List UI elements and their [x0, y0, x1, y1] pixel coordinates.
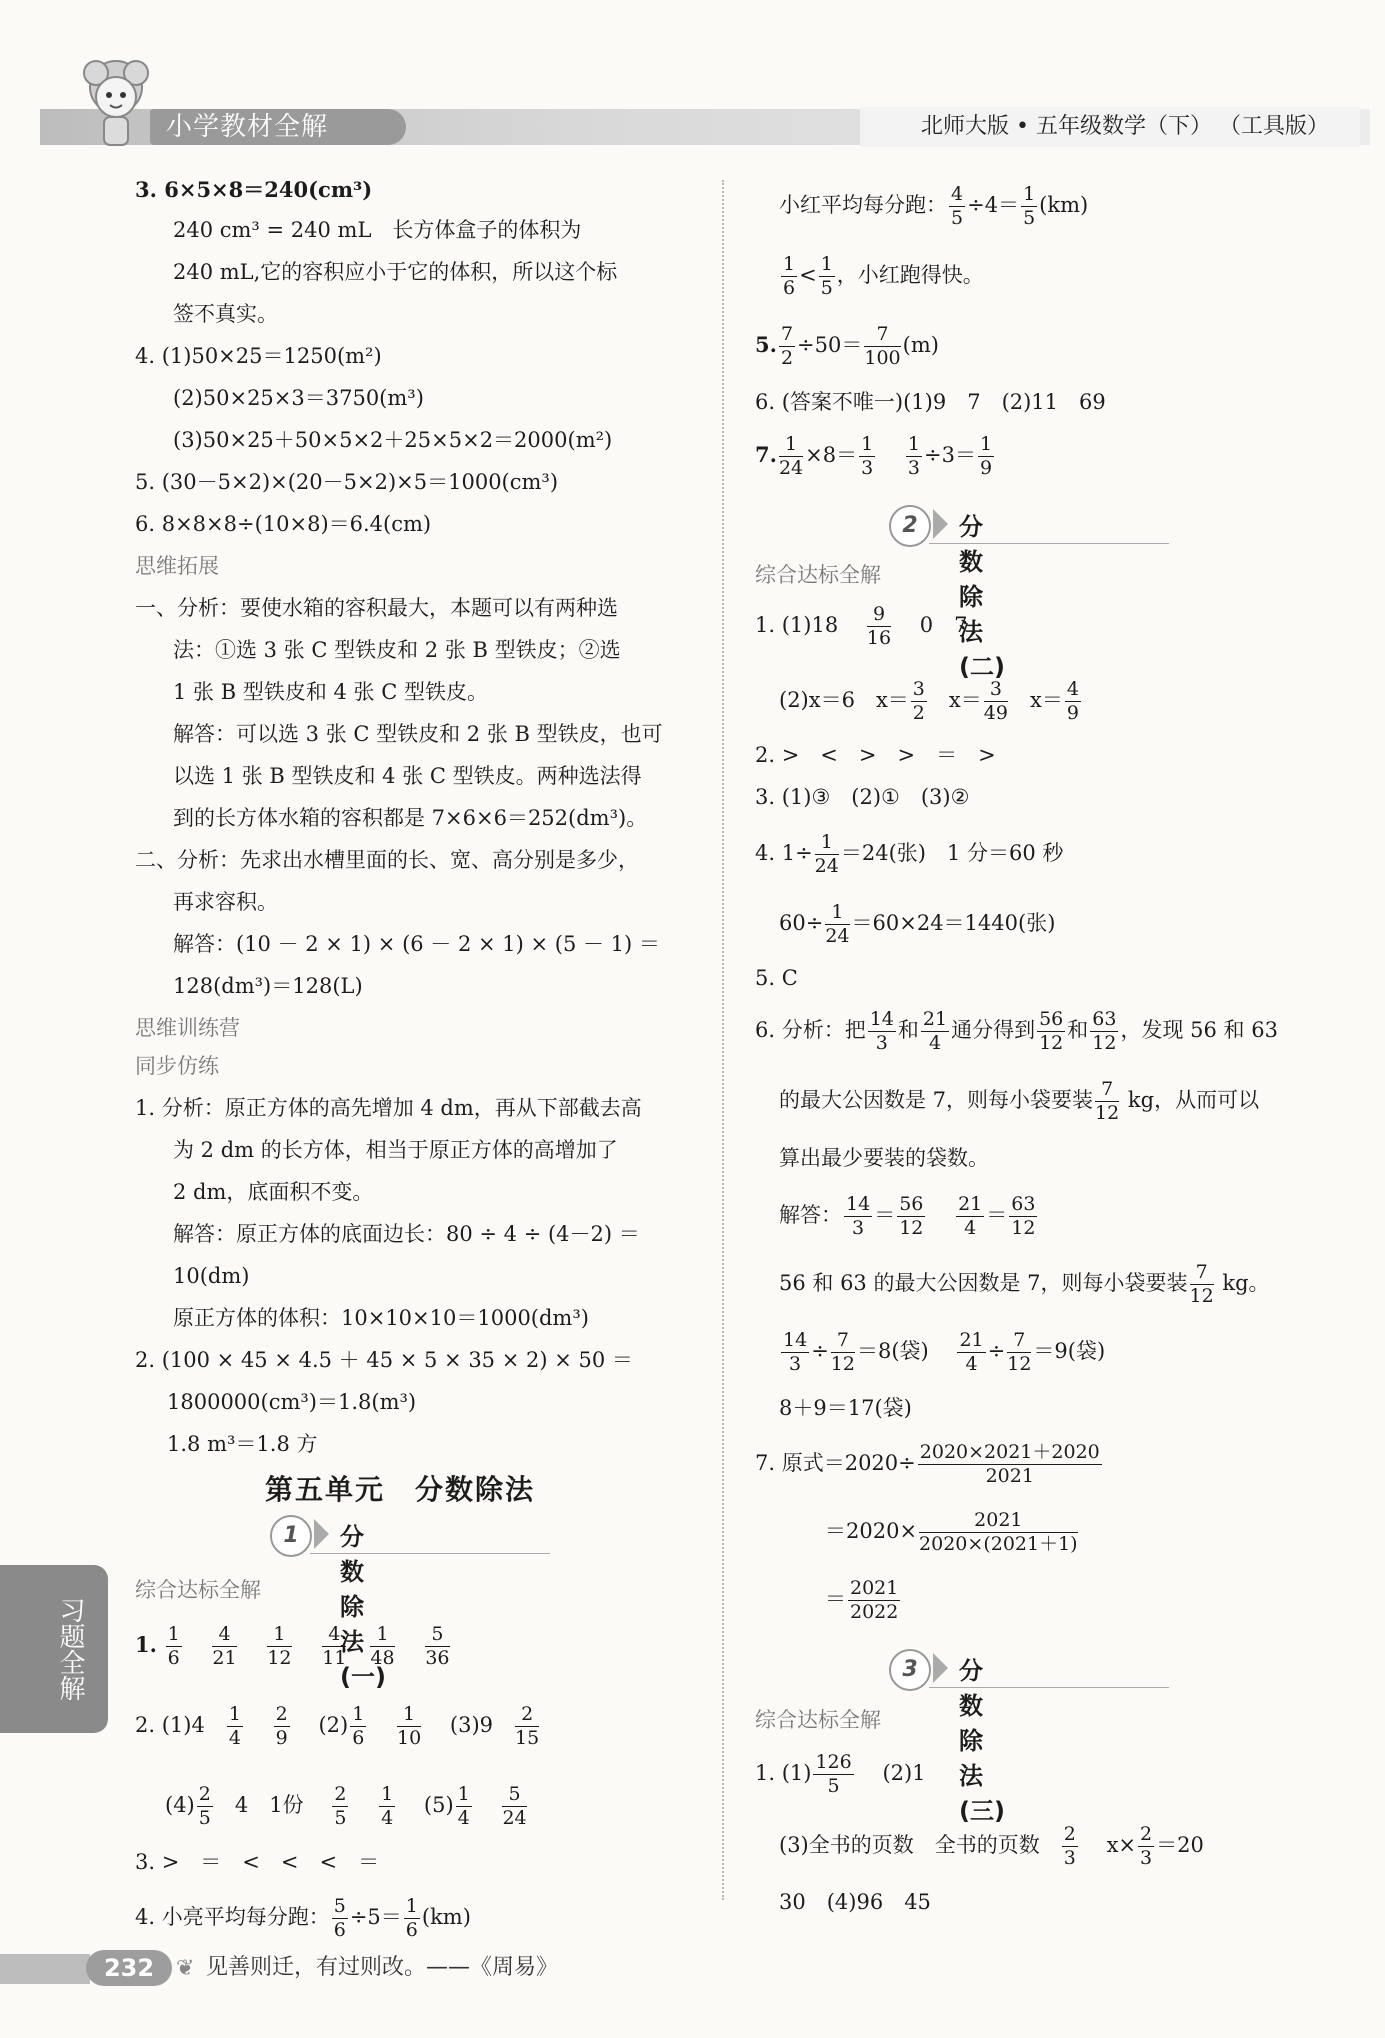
lesson-underline	[929, 543, 1169, 544]
answer-line: 1. $\frac{1}{6}$ $\frac{4}{21}$ $\frac{1}{12}$ $\frac{4}{11}$ $\frac{1}{48}$ $\frac{5}{36}$	[135, 1623, 450, 1669]
section-heading: 同步仿练	[135, 1054, 219, 1078]
answer-line: 7. 原式＝2020÷ $\frac{2020\times 2021+2020}{2021}$	[755, 1441, 1100, 1487]
answer-line: 2 dm，底面积不变。	[173, 1180, 374, 1204]
answer-line: 以选 1 张 B 型铁皮和 4 张 C 型铁皮。两种选法得	[173, 764, 642, 788]
answer-line: 1800000(cm³)＝1.8(m³)	[167, 1390, 417, 1414]
answer-line: 1. (1)18 $\frac{9}{16}$ 0 7	[755, 603, 968, 649]
answer-line: 再求容积。	[173, 890, 278, 914]
answer-line: 4. 小亮平均每分跑： $\frac{5}{6}$ ÷5＝ $\frac{1}{6}$ (km)	[135, 1895, 471, 1941]
answer-line: 5. $\frac{7}{2}$ ÷50＝ $\frac{7}{100}$ (m)	[755, 323, 939, 369]
triangle-arrow-icon	[314, 1519, 329, 1549]
triangle-arrow-icon	[933, 1653, 948, 1683]
answer-line: 小红平均每分跑： $\frac{4}{5}$ ÷4＝ $\frac{1}{5}$ (km)	[779, 183, 1089, 229]
answer-line: 解答：可以选 3 张 C 型铁皮和 2 张 B 型铁皮，也可	[173, 722, 663, 746]
lesson-title: 分数除法(一)	[340, 1523, 386, 1691]
side-tab	[0, 1565, 108, 1733]
side-tab-label: 习题全解	[55, 1597, 85, 1701]
answer-line: 8＋9＝17(袋)	[779, 1396, 912, 1420]
answer-line: 3. (1)③ (2)① (3)②	[755, 785, 970, 809]
answer-line: $\frac{14}{3}$ ÷ $\frac{7}{12}$ ＝8(袋) $\frac{21}{4}$ ÷ $\frac{7}{12}$ ＝9(袋)	[783, 1329, 1106, 1375]
footer-quote: 见善则迁，有过则改。——《周易》	[206, 1955, 559, 1980]
lesson-number: 3	[889, 1649, 931, 1691]
answer-line: 一、分析：要使水箱的容积最大，本题可以有两种选	[135, 596, 618, 620]
unit-title: 第五单元 分数除法	[265, 1473, 536, 1506]
lesson-title: 分数除法(二)	[959, 513, 1005, 681]
answer-line: 2. (100 × 45 × 4.5 ＋ 45 × 5 × 35 × 2) × 50 ＝	[135, 1348, 633, 1372]
page-number: 232	[86, 1950, 172, 1986]
answer-line: 128(dm³)＝128(L)	[173, 974, 363, 998]
section-heading: 综合达标全解	[755, 1708, 881, 1732]
answer-line: $\frac{1}{6}$ < $\frac{1}{5}$ ，小红跑得快。	[783, 253, 984, 299]
lesson-title: 分数除法(三)	[959, 1657, 1005, 1825]
lesson-number: 1	[270, 1515, 312, 1557]
answer-line: 1. (1) $\frac{126}{5}$ (2)1	[755, 1751, 926, 1797]
answer-line: 10(dm)	[173, 1264, 250, 1288]
answer-line: 240 mL,它的容积应小于它的体积，所以这个标	[173, 260, 618, 284]
answer-line: 3. > ＝ < < < ＝	[135, 1850, 380, 1874]
answer-line: 7. $\frac{1}{24}$ ×8＝ $\frac{1}{3}$ $\frac{1}{3}$ ÷3＝ $\frac{1}{9}$	[755, 433, 993, 479]
answer-line: (2)50×25×3＝3750(m³)	[173, 386, 424, 410]
answer-line: (4) $\frac{2}{5}$ 4 1份 $\frac{2}{5}$ $\frac{1}{4}$ (5) $\frac{1}{4}$ $\frac{5}{24}$	[165, 1783, 527, 1829]
answer-line: 6. 分析：把 $\frac{14}{3}$ 和 $\frac{21}{4}$ 通分得到 $\frac{56}{12}$ 和 $\frac{63}{12}$ ，发现 56 和 63	[755, 1008, 1278, 1054]
answer-line: 为 2 dm 的长方体，相当于原正方体的高增加了	[173, 1138, 618, 1162]
lesson-underline	[310, 1553, 550, 1554]
answer-line: 1.8 m³＝1.8 方	[167, 1432, 318, 1456]
answer-line: 到的长方体水箱的容积都是 7×6×6＝252(dm³)。	[173, 806, 648, 830]
answer-line: 56 和 63 的最大公因数是 7，则每小袋要装 $\frac{7}{12}$ kg。	[779, 1261, 1270, 1307]
answer-line: ＝2020× $\frac{2021}{2020\times(2021+1)}$	[825, 1509, 1078, 1555]
answer-line: 4. (1)50×25＝1250(m²)	[135, 344, 382, 368]
answer-line: 2. > < > > ＝ >	[755, 743, 996, 767]
section-heading: 思维拓展	[135, 554, 219, 578]
section-heading: 综合达标全解	[135, 1578, 261, 1602]
lesson-underline	[929, 1687, 1169, 1688]
footer-bar	[0, 1954, 90, 1984]
answer-line: 240 cm³ = 240 mL 长方体盒子的体积为	[173, 218, 582, 242]
answer-line: 3. 6×5×8＝240(cm³)	[135, 177, 373, 202]
answer-line: 5. C	[755, 966, 798, 990]
page-footer	[0, 1948, 1385, 1988]
section-heading: 综合达标全解	[755, 563, 881, 587]
page-header	[0, 95, 1385, 155]
answer-line: ＝ $\frac{2021}{2022}$	[825, 1577, 899, 1623]
answer-line: 4. 1÷ $\frac{1}{24}$ ＝24(张) 1 分＝60 秒	[755, 831, 1064, 877]
answer-line: 的最大公因数是 7，则每小袋要装 $\frac{7}{12}$ kg，从而可以	[779, 1078, 1260, 1124]
answer-line: 二、分析：先求出水槽里面的长、宽、高分别是多少，	[135, 848, 639, 872]
answer-line: 解答：原正方体的底面边长：80 ÷ 4 ÷ (4－2) ＝	[173, 1222, 640, 1246]
answer-line: 2. (1)4 $\frac{1}{4}$ $\frac{2}{9}$ (2) $\frac{1}{6}$ $\frac{1}{10}$ (3)9 $\frac{2}{15}$	[135, 1703, 540, 1749]
lesson-number: 2	[889, 505, 931, 547]
answer-line: 法：①选 3 张 C 型铁皮和 2 张 B 型铁皮；②选	[173, 638, 621, 662]
leaf-icon: ❦	[176, 1956, 195, 1981]
answer-line: 6. 8×8×8÷(10×8)＝6.4(cm)	[135, 512, 432, 536]
answer-line: 5. (30－5×2)×(20－5×2)×5＝1000(cm³)	[135, 470, 559, 494]
answer-line: (2)x＝6 x＝ $\frac{3}{2}$ x＝ $\frac{3}{49}$ x＝ $\frac{4}{9}$	[779, 678, 1079, 724]
triangle-arrow-icon	[933, 509, 948, 539]
answer-line: 1. 分析：原正方体的高先增加 4 dm，再从下部截去高	[135, 1096, 642, 1120]
answer-line: 30 (4)96 45	[779, 1890, 931, 1914]
answer-line: 60÷ $\frac{1}{24}$ ＝60×24＝1440(张)	[779, 901, 1056, 947]
answer-line: 解答：(10 － 2 × 1) × (6 － 2 × 1) × (5 － 1) ＝	[173, 932, 660, 956]
section-heading: 思维训练营	[135, 1016, 240, 1040]
answer-line: 原正方体的体积：10×10×10＝1000(dm³)	[173, 1306, 589, 1330]
book-edition: 北师大版 • 五年级数学（下） （工具版）	[921, 114, 1329, 139]
answer-line: 6. (答案不唯一)(1)9 7 (2)11 69	[755, 390, 1106, 414]
book-title: 小学教材全解	[150, 109, 406, 145]
answer-line: 算出最少要装的袋数。	[779, 1146, 989, 1170]
answer-line: 解答： $\frac{14}{3}$ ＝ $\frac{56}{12}$ $\frac{21}{4}$ ＝ $\frac{63}{12}$	[779, 1193, 1036, 1239]
column-divider	[722, 180, 724, 1900]
answer-line: 签不真实。	[173, 302, 278, 326]
answer-line: 1 张 B 型铁皮和 4 张 C 型铁皮。	[173, 680, 488, 704]
answer-line: (3)全书的页数 全书的页数 $\frac{2}{3}$ x× $\frac{2}{3}$ ＝20	[779, 1823, 1204, 1869]
answer-line: (3)50×25＋50×5×2＋25×5×2＝2000(m²)	[173, 428, 613, 452]
